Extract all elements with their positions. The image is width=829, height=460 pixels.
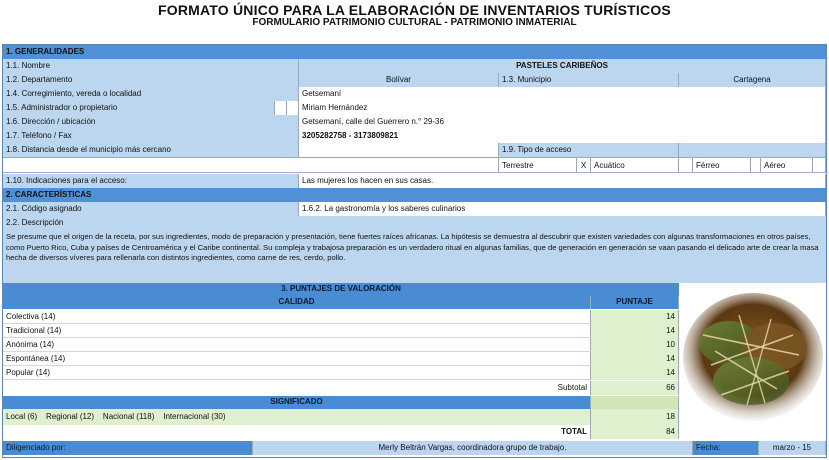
codigo-label: 2.1. Código asignado — [3, 202, 299, 216]
section-caracteristicas-header — [3, 188, 826, 202]
nombre-label: 1.1. Nombre — [3, 59, 299, 73]
significado-header: SIGNIFICADO — [3, 396, 591, 409]
row-total — [3, 425, 679, 439]
score-label: Popular (14) — [3, 366, 591, 380]
significado-value: 18 — [591, 409, 679, 425]
administrador-label: 1.5. Administrador o propietario — [3, 101, 275, 115]
row-codigo — [3, 202, 826, 216]
acceso-ferreo-label: Férreo — [693, 158, 751, 172]
row-telefono — [3, 129, 826, 143]
row-administrador — [3, 101, 826, 115]
form-title: FORMATO ÚNICO PARA LA ELABORACIÓN DE INVENTARIOS TURÍSTICOS — [158, 2, 671, 18]
direccion-value: Getsemaní, calle del Guerrero n.° 29-36 — [299, 115, 826, 129]
acceso-aereo-label: Aéreo — [761, 158, 813, 172]
pasteles-photo — [681, 285, 825, 437]
municipio-label: 1.3. Municipio — [499, 73, 679, 87]
score-row — [3, 324, 679, 338]
puntaje-header: PUNTAJE — [591, 296, 679, 309]
row-nombre — [3, 59, 826, 73]
corregimiento-value: Getsemaní — [299, 87, 826, 101]
fecha-value: marzo - 15 — [759, 441, 826, 455]
departamento-value: Bolívar — [299, 73, 499, 87]
row-distancia — [3, 143, 826, 157]
section-generalidades-header — [3, 45, 826, 59]
section-puntajes-header — [3, 283, 679, 296]
row-calidad-header — [3, 296, 679, 309]
telefono-value: 3205282758 - 3173809821 — [299, 129, 826, 143]
score-row — [3, 310, 679, 324]
score-label: Anónima (14) — [3, 338, 591, 352]
row-subtotal — [3, 381, 679, 395]
section-caracteristicas-title: 2. CARACTERÍSTICAS — [6, 190, 92, 199]
diligenciado-label: Diligenciado por: — [3, 441, 253, 455]
row-direccion — [3, 115, 826, 129]
acceso-acuatico-label: Acuático — [591, 158, 679, 172]
pasteles-photo-image — [681, 285, 825, 437]
row-indicaciones — [3, 174, 826, 188]
codigo-value: 1.6.2. La gastronomía y los saberes culinarios — [299, 202, 826, 216]
departamento-label: 1.2. Departamento — [3, 73, 299, 87]
acceso-terrestre-label: Terrestre — [499, 158, 577, 172]
distancia-value — [299, 143, 499, 157]
row-footer — [3, 441, 826, 455]
row-significado — [3, 409, 679, 425]
subtotal-label: Subtotal — [3, 381, 591, 395]
calidad-header: CALIDAD — [3, 296, 591, 309]
score-value: 14 — [591, 310, 679, 324]
row-acceso — [3, 157, 826, 173]
descripcion-label: 2.2. Descripción — [3, 216, 826, 230]
row-corregimiento — [3, 87, 826, 101]
score-label: Espontánea (14) — [3, 352, 591, 366]
acceso-aereo-box[interactable] — [813, 158, 826, 172]
score-value: 14 — [591, 352, 679, 366]
descripcion-text: Se presume que el origen de la receta, por sus ingredientes, modo de preparación y presentación, tiene fuertes raíces africanas. La hipótesis se demuestra al descubrir que existen variedades con algunas transformaciones en otros países, como Puerto Rico, Cuba y países de Centroamérica y el Caribe continental. Su compleja y trabajosa preparación es un verdadero ritual en algunas familias, que de generación en generación se vaan pasando el delicado arte de crear la masa hecha de diversos víveres para rellenarla con distintos ingredientes, como carne de res, cerdo, pollo. — [3, 230, 826, 283]
total-label: TOTAL — [3, 425, 591, 439]
row-descripcion-label — [3, 216, 826, 230]
acceso-ferreo-box[interactable] — [751, 158, 761, 172]
acceso-spacer — [3, 158, 499, 172]
row-departamento — [3, 73, 826, 87]
direccion-label: 1.6. Dirección / ubicación — [3, 115, 299, 129]
municipio-value: Cartagena — [679, 73, 826, 87]
score-row — [3, 352, 679, 366]
row-significado-header — [3, 396, 679, 409]
administrador-checkbox-a[interactable] — [275, 101, 287, 115]
administrador-checkbox-b[interactable] — [287, 101, 299, 115]
puntajes-title: 3. PUNTAJES DE VALORACIÓN — [281, 284, 401, 293]
form-subtitle: FORMULARIO PATRIMONIO CULTURAL - PATRIMONIO INMATERIAL — [252, 17, 577, 28]
indicaciones-label: 1.10. Indicaciones para el acceso: — [3, 174, 299, 188]
corregimiento-label: 1.4. Corregimiento, vereda o localidad — [3, 87, 299, 101]
indicaciones-value: Las mujeres los hacen en sus casas. — [299, 174, 826, 188]
distancia-label: 1.8. Distancia desde el municipio más cercano — [3, 143, 299, 157]
total-value: 84 — [591, 425, 679, 439]
fecha-label: Fecha: — [693, 441, 759, 455]
diligenciado-value: Merly Beltrán Vargas, coordinadora grupo de trabajo. — [253, 441, 693, 455]
score-row — [3, 366, 679, 380]
nombre-value: PASTELES CARIBEÑOS — [299, 59, 826, 73]
score-label: Colectiva (14) — [3, 310, 591, 324]
subtotal-value: 66 — [591, 381, 679, 395]
score-row — [3, 338, 679, 352]
administrador-value: Miriam Hernández — [299, 101, 826, 115]
score-label: Tradicional (14) — [3, 324, 591, 338]
acceso-terrestre-mark[interactable]: X — [577, 158, 591, 172]
telefono-label: 1.7. Teléfono / Fax — [3, 129, 299, 143]
score-value: 14 — [591, 324, 679, 338]
significado-text: Local (6) Regional (12) Nacional (118) Internacional (30) — [3, 409, 591, 425]
acceso-acuatico-box[interactable] — [679, 158, 693, 172]
score-value: 14 — [591, 366, 679, 380]
tipo-acceso-value — [679, 143, 826, 157]
significado-header-blank — [591, 396, 679, 409]
tipo-acceso-label: 1.9. Tipo de acceso — [499, 143, 679, 157]
section-generalidades-title: 1. GENERALIDADES — [6, 47, 85, 56]
score-value: 10 — [591, 338, 679, 352]
